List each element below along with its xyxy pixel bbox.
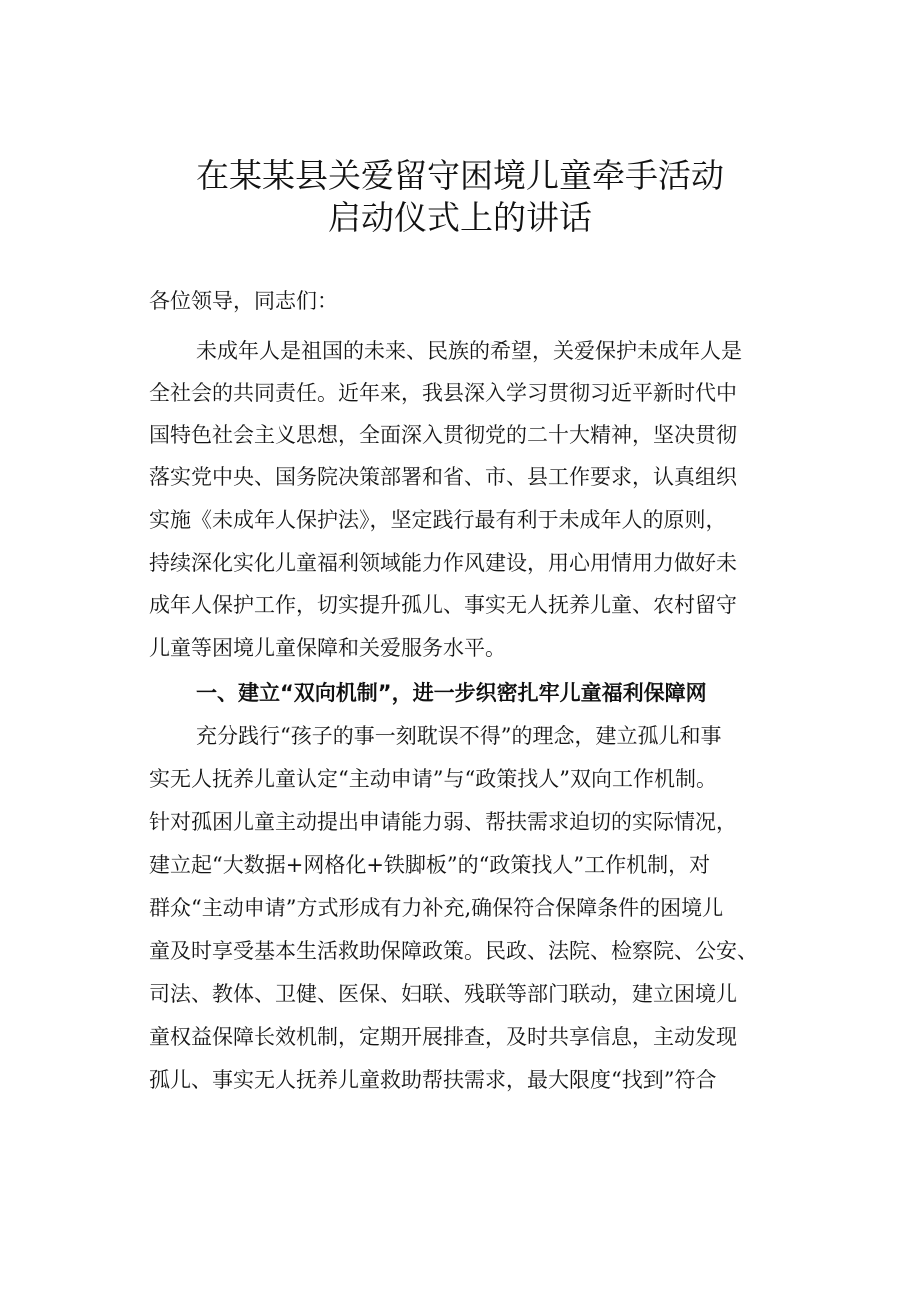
paragraph-1-line: 实施《未成年人保护法》，坚定践行最有利于未成年人的原则，: [149, 508, 727, 532]
paragraph-2-line: 司法、教体、卫健、医保、妇联、残联等部门联动，建立困境儿: [149, 982, 737, 1006]
paragraph-2-line: 实无人抚养儿童认定“主动申请”与“政策找人”双向工作机制。: [149, 767, 717, 791]
paragraph-2-line: 童及时享受基本生活救助保障政策。民政、法院、检察院、公安、: [149, 939, 758, 963]
document-title-line-2: 启动仪式上的讲话: [328, 198, 592, 237]
paragraph-2-line: 针对孤困儿童主动提出申请能力弱、帮扶需求迫切的实际情况，: [149, 810, 737, 834]
salutation: 各位领导，同志们：: [149, 289, 338, 313]
paragraph-2-line: 群众“主动申请”方式形成有力补充,确保符合保障条件的困境儿: [149, 896, 724, 920]
paragraph-1-line: 儿童等困境儿童保障和关爱服务水平。: [149, 636, 506, 660]
paragraph-1-line: 持续深化实化儿童福利领域能力作风建设，用心用情用力做好未: [149, 551, 737, 575]
paragraph-2-line: 充分践行“孩子的事一刻耽误不得”的理念，建立孤儿和事: [196, 724, 722, 748]
paragraph-1-line: 未成年人是祖国的未来、民族的希望，关爱保护未成年人是: [196, 339, 742, 363]
paragraph-2-line: 童权益保障长效机制，定期开展排查，及时共享信息，主动发现: [149, 1025, 737, 1049]
section-heading-1: 一、建立“双向机制”，进一步织密扎牢儿童福利保障网: [196, 681, 707, 705]
paragraph-1-line: 国特色社会主义思想，全面深入贯彻党的二十大精神，坚决贯彻: [149, 423, 737, 447]
paragraph-2-line: 建立起“大数据+网格化+铁脚板”的“政策找人”工作机制，对: [149, 853, 711, 877]
paragraph-1-line: 成年人保护工作，切实提升孤儿、事实无人抚养儿童、农村留守: [149, 593, 737, 617]
document-title-line-1: 在某某县关爱留守困境儿童牵手活动: [196, 156, 724, 195]
paragraph-1-line: 落实党中央、国务院决策部署和省、市、县工作要求，认真组织: [149, 465, 737, 489]
paragraph-2-line: 孤儿、事实无人抚养儿童救助帮扶需求，最大限度“找到”符合: [149, 1068, 717, 1092]
paragraph-1-line: 全社会的共同责任。近年来，我县深入学习贯彻习近平新时代中: [149, 381, 737, 405]
